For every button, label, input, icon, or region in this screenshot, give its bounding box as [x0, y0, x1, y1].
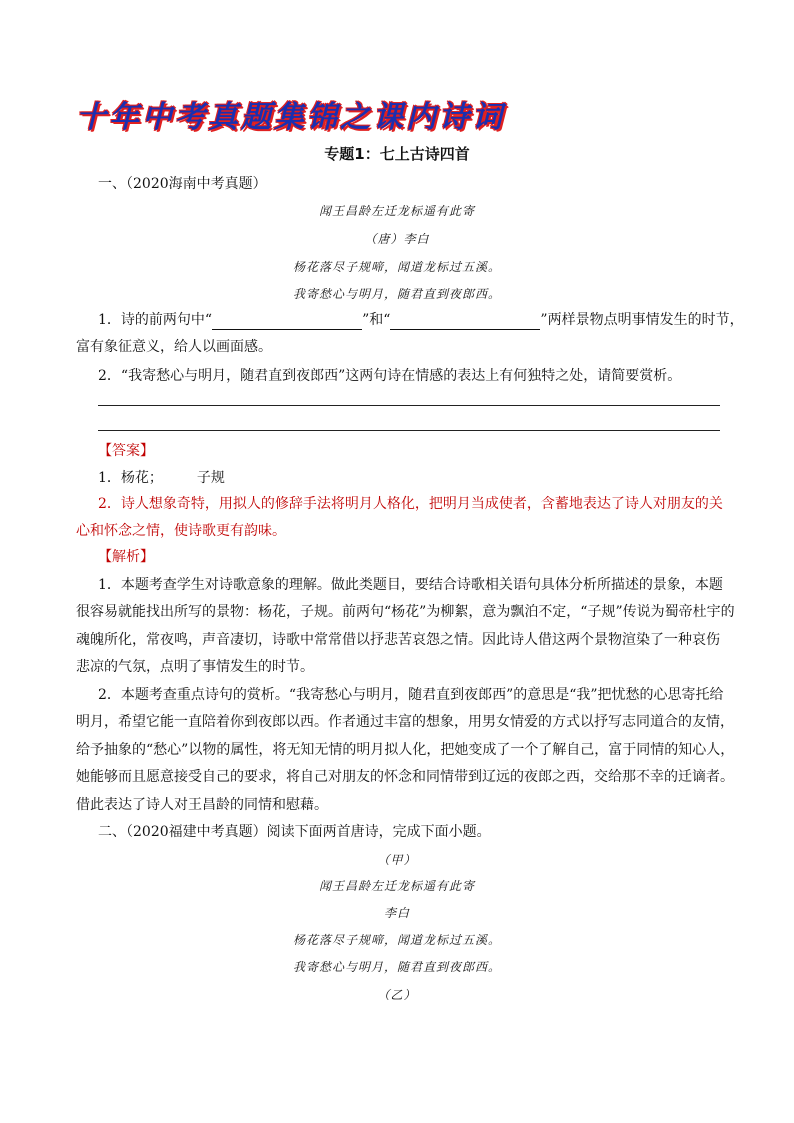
analysis-2-line5: 借此表达了诗人对王昌龄的同情和慰藉。: [76, 797, 328, 813]
analysis-2-line2: 明月，希望它能一直陪着你到夜郎以西。作者通过丰富的想象，用男女情爱的方式以抒写志同道合的友情，: [76, 714, 734, 730]
q2-yi: （乙）: [377, 988, 417, 1002]
analysis-2-line4: 她能够而且愿意接受自己的要求，将自己对朋友的怀念和同情带到辽远的夜郎之西，交给那不幸的迁谪者。: [76, 769, 734, 785]
q2-poem-line1: 杨花落尽子规啼，闻道龙标过五溪。: [292, 933, 501, 947]
q2-poem-title: 闻王昌龄左迁龙标遥有此寄: [318, 879, 475, 893]
q2-poem-line2: 我寄愁心与明月，随君直到夜郎西。: [292, 960, 501, 974]
topic-title: 专题1：七上古诗四首: [324, 145, 470, 163]
analysis-label: 【解析】: [98, 549, 154, 565]
q1-poem-author: （唐）李白: [364, 232, 430, 246]
answer-1-pre: 1．杨花；: [98, 470, 163, 486]
answer-line-2[interactable]: [98, 430, 720, 431]
answer-2-line2: 心和怀念之情，使诗歌更有韵味。: [76, 523, 286, 539]
analysis-1-line1: 1．本题考查学生对诗歌意象的理解。做此类题目，要结合诗歌相关语句具体分析所描述的景象，本题: [98, 577, 723, 593]
q1-item1-cont: 富有象征意义，给人以画面感。: [76, 339, 272, 355]
q1-item2: 2．“我寄愁心与明月，随君直到夜郎西”这两句诗在情感的表达上有何独特之处，请简要赏析。: [98, 368, 682, 384]
q1-poem-line2: 我寄愁心与明月，随君直到夜郎西。: [292, 287, 501, 301]
answer-line-1[interactable]: [98, 405, 720, 406]
q1-item1: [98, 310, 744, 330]
answer-label: 【答案】: [98, 443, 154, 459]
analysis-1-line3: 魂魄所化，常夜鸣，声音凄切，诗歌中常常借以抒悲苦哀怨之情。因此诗人借这两个景物渲染了一种哀伤: [76, 632, 720, 648]
q1-heading: 一、（2020海南中考真题）: [98, 176, 267, 192]
analysis-2-line3: 给予抽象的“愁心”以物的属性，将无知无情的明月拟人化，把她变成了一个了解自己，富于同情的知心人，: [76, 742, 735, 758]
q1-item1-pre: 1．诗的前两句中“: [98, 312, 213, 328]
answer-1: [98, 468, 225, 488]
answer-blank-2[interactable]: [390, 315, 540, 330]
answer-1-post: 子规: [196, 470, 225, 486]
q2-heading: 二、（2020福建中考真题）阅读下面两首唐诗，完成下面小题。: [98, 824, 491, 840]
q1-item1-post: ”两样景物点明事情发生的时节，: [540, 312, 744, 328]
q1-poem-title: 闻王昌龄左迁龙标遥有此寄: [318, 204, 475, 218]
analysis-1-line4: 悲凉的气氛，点明了事情发生的时节。: [76, 659, 314, 675]
q2-poem-author: 李白: [383, 906, 410, 920]
banner-title: 十年中考真题集锦之课内诗词: [76, 100, 505, 135]
q1-poem-line1: 杨花落尽子规啼，闻道龙标过五溪。: [292, 260, 501, 274]
q1-item1-mid: ”和“: [362, 312, 391, 328]
answer-blank-1[interactable]: [212, 315, 362, 330]
answer-2-line1: 2．诗人想象奇特，用拟人的修辞手法将明月人格化，把明月当成使者，含蓄地表达了诗人对朋友的关: [98, 496, 723, 512]
analysis-2-line1: 2．本题考查重点诗句的赏析。“我寄愁心与明月，随君直到夜郎西”的意思是“我”把忧愁的心思寄托给: [98, 687, 724, 703]
q2-jia: （甲）: [377, 853, 417, 867]
analysis-1-line2: 很容易就能找出所写的景物：杨花，子规。前两句“杨花”为柳絮，意为飘泊不定，“子规”传说为蜀帝杜宇的: [76, 604, 735, 620]
